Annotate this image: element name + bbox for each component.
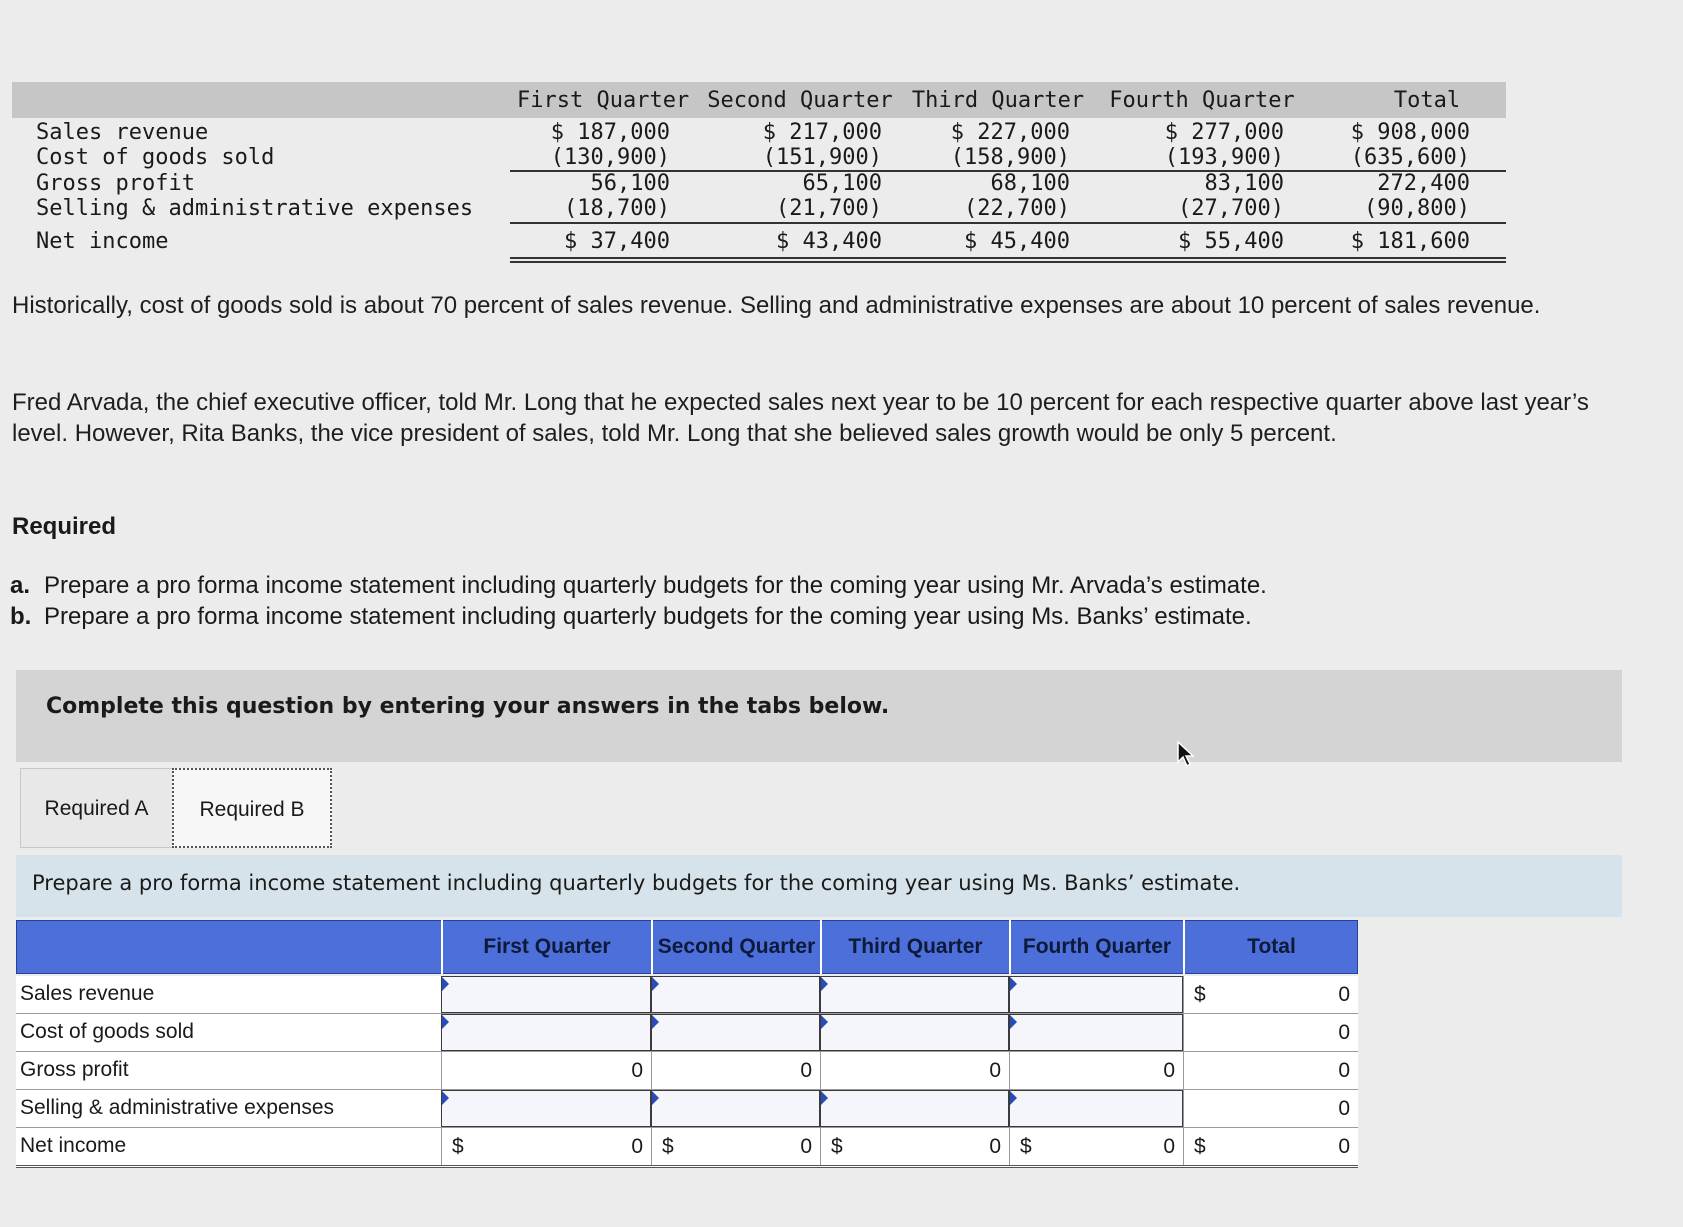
hist-value: 68,100 — [990, 171, 1070, 196]
hist-header-q2: Second Quarter — [707, 88, 893, 113]
sales-q4-input[interactable] — [1009, 976, 1183, 1013]
hist-value: (27,700) — [1178, 196, 1284, 221]
sga-q4-input[interactable] — [1009, 1090, 1183, 1127]
hist-value: (130,900) — [550, 145, 670, 170]
sales-q2-input[interactable] — [651, 976, 820, 1013]
complete-question-banner — [16, 670, 1622, 762]
hist-row-cogs — [12, 145, 1506, 171]
input-marker-icon — [1010, 1091, 1017, 1105]
sga-q2-input[interactable] — [651, 1090, 820, 1127]
instruction-banner — [16, 855, 1622, 917]
cell-value: 0 — [1163, 1059, 1175, 1082]
hist-value: $ 217,000 — [762, 120, 882, 145]
grid-row-sga — [16, 1090, 1358, 1128]
hist-value: $ 37,400 — [564, 229, 670, 254]
net-income-q1 — [441, 1128, 651, 1165]
hist-value: $ 227,000 — [950, 120, 1070, 145]
hist-row-sga — [12, 196, 1506, 222]
hist-header-q4: Fourth Quarter — [1109, 88, 1295, 113]
hist-value: 65,100 — [802, 171, 882, 196]
currency-symbol: $ — [1020, 1135, 1032, 1158]
grid-header-q1: First Quarter — [483, 935, 611, 958]
hist-label: Sales revenue — [36, 120, 209, 145]
cell-value: 0 — [1163, 1135, 1175, 1158]
instruction-text: Prepare a pro forma income statement including quarterly budgets for the coming year using Ms. Banks’ estimate. — [32, 871, 1241, 895]
currency-symbol: $ — [1194, 1135, 1206, 1158]
hist-value: $ 187,000 — [550, 120, 670, 145]
input-marker-icon — [821, 977, 828, 991]
hist-label: Selling & administrative expenses — [36, 196, 474, 221]
hist-value: 83,100 — [1204, 171, 1284, 196]
grid-row-label: Cost of goods sold — [20, 1020, 194, 1043]
required-list — [10, 570, 1267, 632]
currency-symbol: $ — [1194, 983, 1206, 1006]
hist-value: (151,900) — [762, 145, 882, 170]
tab-required-a[interactable]: Required A — [20, 768, 172, 848]
hist-value: (90,800) — [1364, 196, 1470, 221]
cell-value: 0 — [1338, 983, 1350, 1006]
sga-total — [1183, 1090, 1358, 1127]
gross-profit-q3 — [820, 1052, 1009, 1089]
required-letter: b. — [10, 603, 32, 630]
hist-value: (158,900) — [950, 145, 1070, 170]
hist-value: $ 45,400 — [964, 229, 1070, 254]
gross-profit-q2 — [651, 1052, 820, 1089]
currency-symbol: $ — [662, 1135, 674, 1158]
hist-value: 56,100 — [590, 171, 670, 196]
currency-symbol: $ — [452, 1135, 464, 1158]
hist-row-gross-profit — [12, 171, 1506, 197]
input-marker-icon — [652, 1015, 659, 1029]
net-income-q2 — [651, 1128, 820, 1165]
cogs-q1-input[interactable] — [441, 1014, 651, 1051]
sga-q3-input[interactable] — [820, 1090, 1009, 1127]
sales-q3-input[interactable] — [820, 976, 1009, 1013]
hist-value: $ 277,000 — [1164, 120, 1284, 145]
hist-label: Net income — [36, 229, 169, 254]
input-marker-icon — [1010, 977, 1017, 991]
required-heading: Required — [12, 513, 117, 540]
input-marker-icon — [442, 977, 449, 991]
hist-underline — [510, 222, 1506, 224]
grid-row-sales-revenue — [16, 976, 1358, 1014]
grid-row-cogs — [16, 1014, 1358, 1052]
gross-profit-q1 — [441, 1052, 651, 1089]
cogs-q3-input[interactable] — [820, 1014, 1009, 1051]
hist-label: Gross profit — [36, 171, 195, 196]
hist-value: $ 908,000 — [1350, 120, 1470, 145]
cogs-q2-input[interactable] — [651, 1014, 820, 1051]
grid-row-label: Net income — [20, 1134, 127, 1157]
cogs-total — [1183, 1014, 1358, 1051]
cell-value: 0 — [800, 1135, 812, 1158]
hist-value: 272,400 — [1377, 171, 1470, 196]
cell-value: 0 — [1338, 1135, 1350, 1158]
grid-row-label: Sales revenue — [20, 982, 155, 1005]
hist-value: (193,900) — [1164, 145, 1284, 170]
grid-row-net-income — [16, 1128, 1358, 1168]
input-marker-icon — [821, 1015, 828, 1029]
cell-value: 0 — [631, 1135, 643, 1158]
cell-value: 0 — [1338, 1097, 1350, 1120]
input-marker-icon — [442, 1015, 449, 1029]
sales-total — [1183, 976, 1358, 1013]
hist-value: (22,700) — [964, 196, 1070, 221]
hist-value: (21,700) — [776, 196, 882, 221]
grid-row-label: Selling & administrative expenses — [20, 1096, 334, 1119]
hist-label: Cost of goods sold — [36, 145, 275, 170]
grid-row-gross-profit — [16, 1052, 1358, 1090]
grid-row-label: Gross profit — [20, 1058, 129, 1081]
mouse-pointer-icon — [1176, 740, 1196, 768]
currency-symbol: $ — [831, 1135, 843, 1158]
hist-row-net-income — [12, 229, 1506, 255]
cell-value: 0 — [800, 1059, 812, 1082]
complete-question-text: Complete this question by entering your answers in the tabs below. — [46, 694, 890, 719]
gross-profit-total — [1183, 1052, 1358, 1089]
input-marker-icon — [652, 977, 659, 991]
hist-header-q1: First Quarter — [517, 88, 690, 113]
tab-required-b[interactable]: Required B — [172, 768, 332, 848]
input-marker-icon — [1010, 1015, 1017, 1029]
grid-header-q4: Fourth Quarter — [1022, 935, 1172, 958]
required-item-a — [10, 570, 1267, 601]
required-letter: a. — [10, 572, 31, 599]
hist-value: $ 55,400 — [1178, 229, 1284, 254]
grid-header-total: Total — [1247, 935, 1296, 958]
hist-value: $ 181,600 — [1350, 229, 1470, 254]
required-text: Prepare a pro forma income statement including quarterly budgets for the coming year using Mr. Arvada’s estimate. — [44, 572, 1267, 599]
required-item-b — [10, 601, 1267, 632]
net-income-q4 — [1009, 1128, 1183, 1165]
cell-value: 0 — [989, 1135, 1001, 1158]
hist-double-underline — [510, 261, 1506, 263]
input-marker-icon — [442, 1091, 449, 1105]
hist-value: (635,600) — [1350, 145, 1470, 170]
grid-header-q2: Second Quarter — [657, 935, 816, 958]
input-marker-icon — [821, 1091, 828, 1105]
net-income-q3 — [820, 1128, 1009, 1165]
cell-value: 0 — [989, 1059, 1001, 1082]
sga-q1-input[interactable] — [441, 1090, 651, 1127]
arvada-paragraph: Fred Arvada, the chief executive officer, told Mr. Long that he expected sales next year to be 10 percent for each respective quarter above last year’s level. However, Rita Banks, the vice president of sales, told Mr. Long that she believed sales growth would be only 5 percent. — [12, 389, 1589, 447]
hist-value: $ 43,400 — [776, 229, 882, 254]
hist-row-sales — [12, 120, 1506, 146]
gross-profit-q4 — [1009, 1052, 1183, 1089]
cogs-q4-input[interactable] — [1009, 1014, 1183, 1051]
net-income-total — [1183, 1128, 1358, 1165]
hist-header-q3: Third Quarter — [911, 88, 1085, 113]
hist-value: (18,700) — [564, 196, 670, 221]
cell-value: 0 — [1338, 1059, 1350, 1082]
hist-double-underline — [510, 257, 1506, 259]
grid-header-q3: Third Quarter — [848, 935, 983, 958]
cell-value: 0 — [631, 1059, 643, 1082]
sales-q1-input[interactable] — [441, 976, 651, 1013]
historical-paragraph: Historically, cost of goods sold is about 70 percent of sales revenue. Selling and administrative expenses are about 10 percent of sales revenue. — [12, 292, 1541, 319]
hist-header-total: Total — [1393, 88, 1461, 113]
required-text: Prepare a pro forma income statement including quarterly budgets for the coming year using Ms. Banks’ estimate. — [44, 603, 1252, 630]
cell-value: 0 — [1338, 1021, 1350, 1044]
input-marker-icon — [652, 1091, 659, 1105]
